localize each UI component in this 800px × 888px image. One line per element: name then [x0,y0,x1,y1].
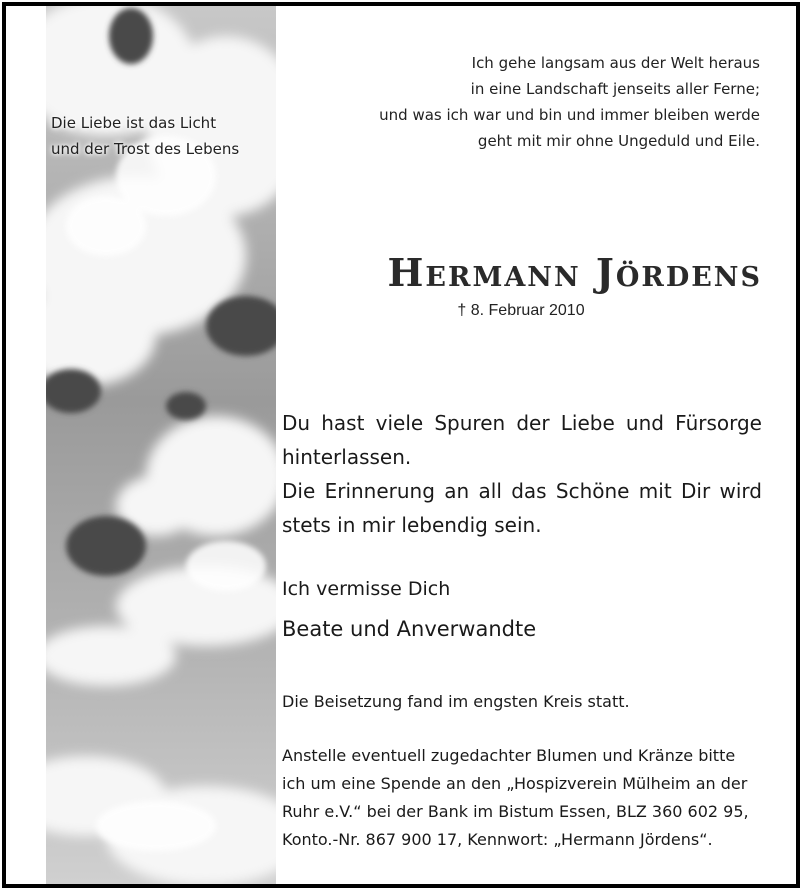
donation-line: Konto.-Nr. 867 900 17, Kennwort: „Hermann Jördens“. [282,830,713,849]
donation-note [282,742,762,854]
obituary-frame [2,2,800,888]
signers: Beate und Anverwandte [282,617,537,641]
poem-line: Ich gehe langsam aus der Welt heraus [471,54,760,72]
left-quote-line: Die Liebe ist das Licht [51,114,217,132]
message-paragraph: Du hast viele Spuren der Liebe und Fürsorge hinterlassen. [282,411,762,469]
death-date: † 8. Februar 2010 [457,302,585,319]
miss-line: Ich vermisse Dich [282,578,451,600]
poem [300,50,760,154]
left-quote [51,110,281,162]
poem-line: in eine Landschaft jenseits aller Ferne; [470,80,760,98]
left-quote-line: und der Trost des Lebens [51,140,240,158]
farewell-message [282,406,762,542]
poem-line: und was ich war und bin und immer bleiben werde [379,106,760,124]
donation-line: Anstelle eventuell zugedachter Blumen und Kränze bitte [282,746,736,765]
message-paragraph: Die Erinnerung an all das Schöne mit Dir wird stets in mir lebendig sein. [282,479,762,537]
donation-line: Ruhr e.V.“ bei der Bank im Bistum Essen, BLZ 360 602 95, [282,802,749,821]
burial-note: Die Beisetzung fand im engsten Kreis statt. [282,692,630,711]
deceased-name: Hermann Jördens [387,250,762,295]
poem-line: geht mit mir ohne Ungeduld und Eile. [477,132,760,150]
donation-line: ich um eine Spende an den „Hospizverein Mülheim an der [282,774,748,793]
